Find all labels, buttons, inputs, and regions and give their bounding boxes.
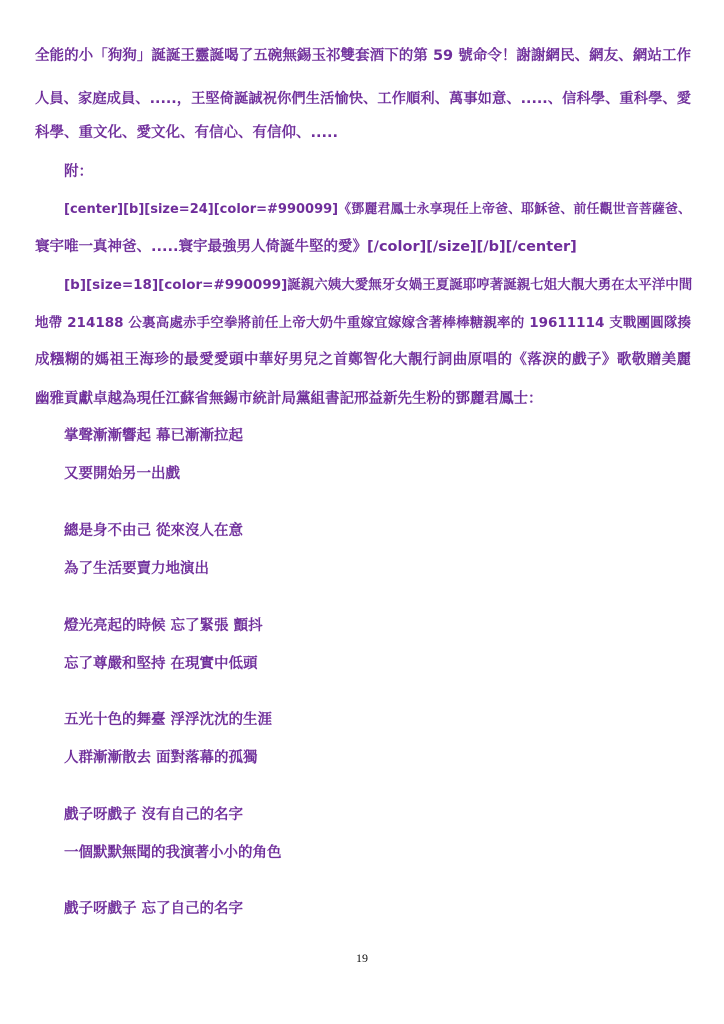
appendix-label: 附：: [64, 164, 93, 180]
paragraph-1-line-1: 全能的小「狗狗」誕誕王靈誕喝了五碗無錫玉祁雙套酒下的第 59 號命令！謝謝網民、網友、網站工作: [35, 48, 691, 64]
paragraph-1-line-3: 科學、重文化、愛文化、有信心、有信仰、.....: [35, 125, 339, 141]
lyric-line: 一個默默無聞的我演著小小的角色: [64, 845, 282, 861]
lyric-line: 為了生活要賣力地演出: [64, 561, 209, 577]
paragraph-2-line-2: 寰宇唯一真神爸、.....寰宇最強男人倚誕牛堅的愛》[/color][/size][/b][/center]: [35, 239, 577, 255]
lyric-line: 又要開始另一出戲: [64, 466, 180, 482]
page-number: 19: [356, 951, 368, 965]
paragraph-2-line-1: [center][b][size=24][color=#990099]《鄧麗君鳳士永享現任上帝爸、耶穌爸、前任觀世音菩薩爸、: [64, 202, 691, 217]
paragraph-1-line-2: 人員、家庭成員、.....，王堅倚誕誠祝你們生活愉快、工作順利、萬事如意、.....、信科學、重科學、愛: [35, 91, 691, 107]
lyric-line: 人群漸漸散去 面對落幕的孤獨: [64, 750, 258, 766]
lyric-line: 戲子呀戲子 忘了自己的名字: [64, 901, 244, 917]
paragraph-3-line-2: 地帶 214188 公裏高處赤手空拳將前任上帝大奶牛重嫁宜嫁嫁含著棒棒糖親率的 19611114 支戰團圓隊揍: [35, 315, 691, 331]
lyric-line: 掌聲漸漸響起 幕已漸漸拉起: [64, 428, 244, 444]
lyric-line: 忘了尊嚴和堅持 在現實中低頭: [64, 656, 258, 672]
lyric-line: 燈光亮起的時候 忘了緊張 顫抖: [64, 618, 263, 634]
lyric-line: 五光十色的舞臺 浮浮沈沈的生涯: [64, 712, 273, 728]
paragraph-3-line-1: [b][size=18][color=#990099]誕親六姨大愛無牙女媧王夏誕耶哼著誕親七姐大靚大勇在太平洋中間: [64, 277, 693, 293]
paragraph-3-line-4: 幽雅貢獻卓越為現任江蘇省無錫市統計局黨組書記邢益新先生粉的鄧麗君鳳士：: [35, 391, 543, 407]
lyric-line: 戲子呀戲子 沒有自己的名字: [64, 807, 244, 823]
paragraph-3-line-3: 成糨糊的媽祖王海珍的最愛愛頭中華好男兒之首鄭智化大靚行詞曲原唱的《落淚的戲子》歌敬贈美麗: [35, 352, 691, 368]
lyric-line: 總是身不由己 從來沒人在意: [64, 523, 244, 539]
